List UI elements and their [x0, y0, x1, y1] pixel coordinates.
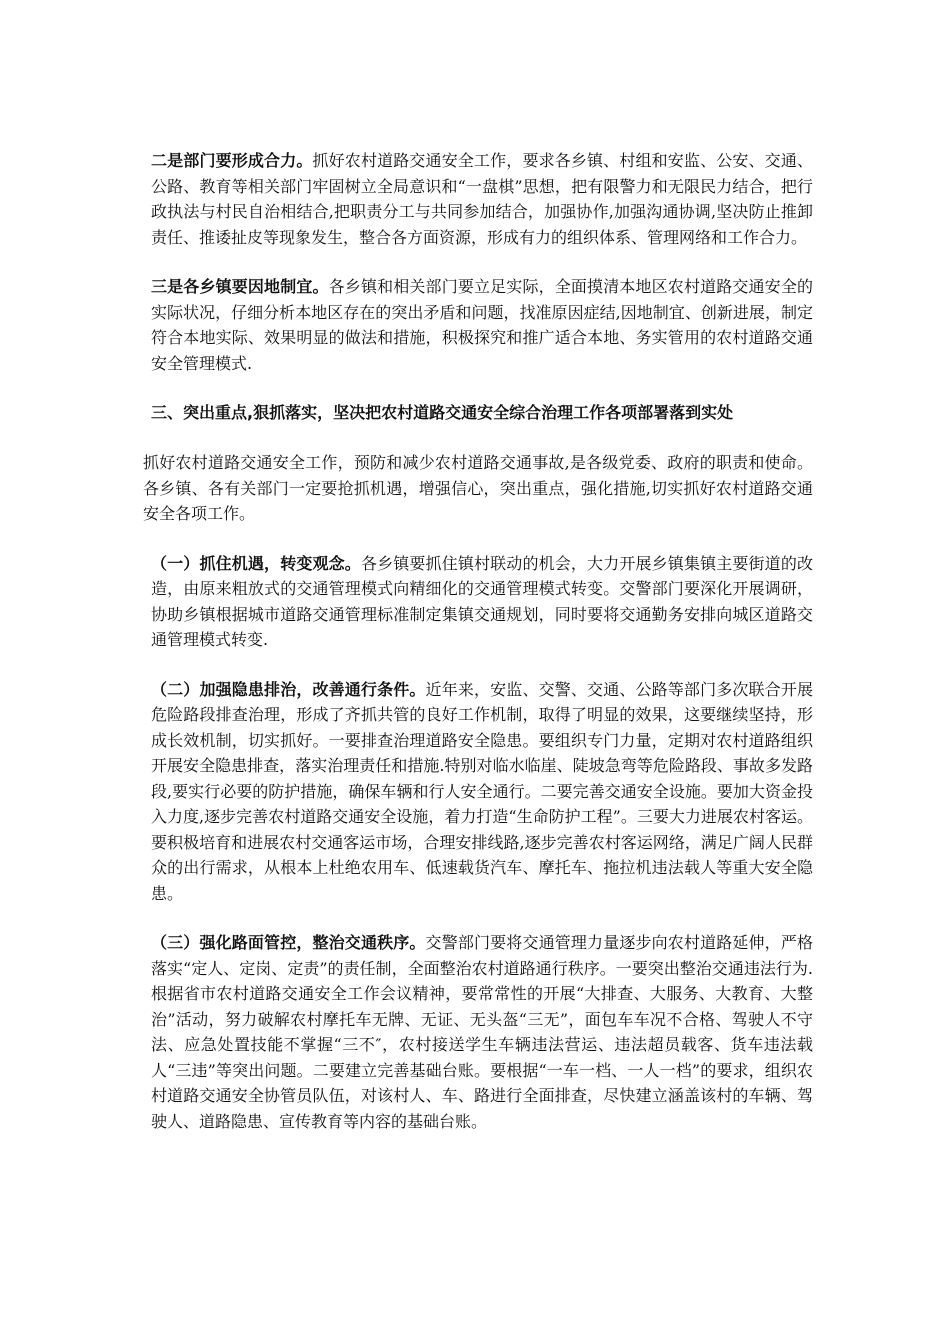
- section-intro: 抓好农村道路交通安全工作，预防和减少农村道路交通事故,是各级党委、政府的职责和使命。各乡镇、各有关部门一定要抢抓机遇，增强信心，突出重点，强化措施,切实抓好农村道路交通安全各项工作。: [143, 453, 813, 523]
- item-lead: （一）抓住机遇，转变观念。: [151, 553, 361, 573]
- item-text: 近年来，安监、交警、交通、公路等部门多次联合开展危险路段排查治理，形成了齐抓共管的良好工作机制，取得了明显的效果，这要继续坚持，形成长效机制，切实抓好。一要排查治理道路安全隐患。要组织专门力量，定期对农村道路组织开展安全隐患排查，落实治理责任和措施.特别对临水临崖、陡坡急弯等危险路段、事故多发路段,要实行必要的防护措施，确保车辆和行人安全通行。二要完善交通安全设施。要加大资金投入力度,逐步完善农村道路交通安全设施，着力打造“生命防护工程”。三要大力进展农村客运。要积极培育和进展农村交通客运市场，合理安排线路,逐步完善农村客运网络，满足广阔人民群众的出行需求，从根本上杜绝农用车、低速载货汽车、摩托车、拖拉机违法载人等重大安全隐患。: [151, 679, 813, 903]
- item-text: 交警部门要将交通管理力量逐步向农村道路延伸，严格落实“定人、定岗、定责”的责任制，全面整治农村道路通行秩序。一要突出整治交通违法行为.根据省市农村道路交通安全工作会议精神，要常常性的开展“大排查、大服务、大教育、大整治”活动，努力破解农村摩托车无牌、无证、无头盔“三无”，面包车车况不合格、驾驶人不守法、应急处置技能不掌握“三不″，农村接送学生车辆违法营运、违法超员载客、货车违法载人“三违”等突出问题。二要建立完善基础台账。要根据“一车一档、一人一档”的要求，组织农村道路交通安全协管员队伍，对该村人、车、路进行全面排查，尽快建立涵盖该村的车辆、驾驶人、道路隐患、宣传教育等内容的基础台账。: [151, 933, 813, 1131]
- paragraph-text: 抓好农村道路交通安全工作，要求各乡镇、村组和安监、公安、交通、公路、教育等相关部门牢固树立全局意识和“一盘棋”思想，把有限警力和无限民力结合，把行政执法与村民自治相结合,把职责分工与共同参加结合，加强协作,加强沟通协调,坚决防止推卸责任、推诿扯皮等现象发生，整合各方面资源，形成有力的组织体系、管理网络和工作合力。: [151, 151, 813, 247]
- paragraph-text: 各乡镇和相关部门要立足实际，全面摸清本地区农村道路交通安全的实际状况，仔细分析本地区存在的突出矛盾和问题，找准原因症结,因地制宜、创新进展，制定符合本地实际、效果明显的做法和措施，积极探究和推广适合本地、务实管用的农村道路交通安全管理模式.: [151, 277, 813, 373]
- item-text: 各乡镇要抓住镇村联动的机会，大力开展乡镇集镇主要街道的改造，由原来粗放式的交通管理模式向精细化的交通管理模式转变。交警部门要深化开展调研，协助乡镇根据城市道路交通管理标准制定集镇交通规划，同时要将交通勤务安排向城区道路交通管理模式转变.: [151, 553, 813, 649]
- item-road-management: [143, 930, 813, 1134]
- paragraph-lead: 二是部门要形成合力。: [151, 151, 313, 170]
- paragraph-local-conditions: [143, 274, 813, 376]
- item-lead: （二）加强隐患排治，改善通行条件。: [151, 679, 426, 699]
- item-seize-opportunity: [143, 551, 813, 653]
- paragraph-department-cooperation: [143, 148, 813, 250]
- item-hazard-control: [143, 677, 813, 907]
- document-body: [143, 148, 813, 1158]
- section-heading: 三、突出重点,狠抓落实，坚决把农村道路交通安全综合治理工作各项部署落到实处: [151, 403, 734, 422]
- item-lead: （三）强化路面管控，整治交通秩序。: [151, 933, 426, 952]
- paragraph-lead: 三是各乡镇要因地制宜。: [151, 277, 329, 296]
